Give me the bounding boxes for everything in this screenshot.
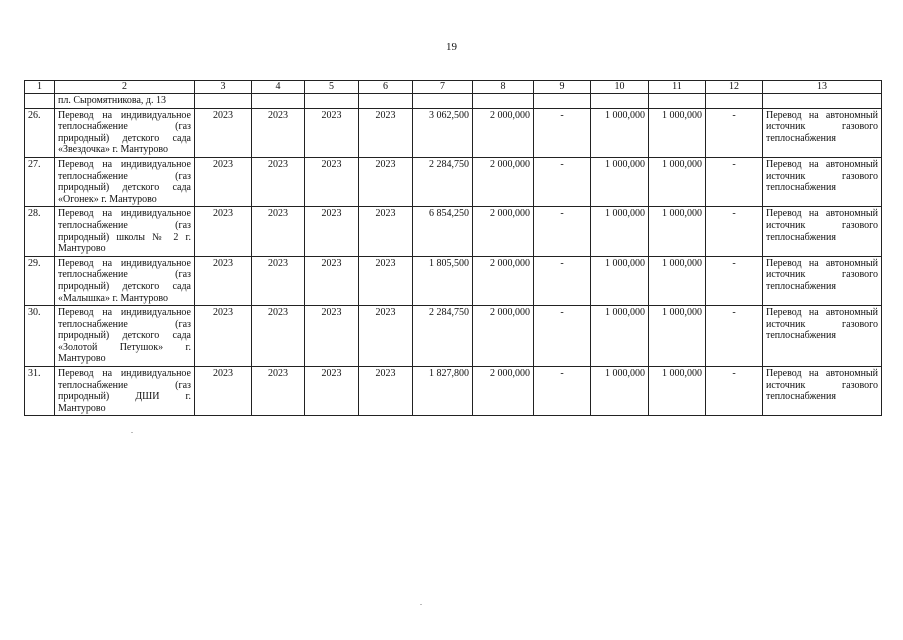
year-cell: 2023 <box>252 256 305 305</box>
row-number: 29. <box>25 256 55 305</box>
amount-cell: 2 000,000 <box>473 207 534 256</box>
dash-cell: - <box>534 207 591 256</box>
dash-cell: - <box>706 157 763 206</box>
year-cell: 2023 <box>359 157 413 206</box>
year-cell: 2023 <box>359 108 413 157</box>
table-row <box>25 157 882 206</box>
year-cell: 2023 <box>359 207 413 256</box>
year-cell: 2023 <box>195 367 252 416</box>
header-cell: 2 <box>55 81 195 94</box>
amount-cell: 1 000,000 <box>591 207 649 256</box>
amount-cell: 1 000,000 <box>591 306 649 367</box>
row-note: Перевод на автономный источник газового теплоснабжения <box>763 108 882 157</box>
row-description: Перевод на индивидуальное теплоснабжение (газ природный) детского сада «Огонек» г. Мантурово <box>55 157 195 206</box>
scan-speck <box>420 604 422 605</box>
dash-cell: - <box>706 108 763 157</box>
amount-cell: 2 000,000 <box>473 256 534 305</box>
header-cell: 13 <box>763 81 882 94</box>
row-description: Перевод на индивидуальное теплоснабжение (газ природный) детского сада «Малышка» г. Мантурово <box>55 256 195 305</box>
table-row <box>25 108 882 157</box>
amount-cell: 1 000,000 <box>649 207 706 256</box>
row-description: Перевод на индивидуальное теплоснабжение (газ природный) детского сада «Золотой Петушок» г. Мантурово <box>55 306 195 367</box>
row-note: Перевод на автономный источник газового теплоснабжения <box>763 207 882 256</box>
amount-cell: 2 000,000 <box>473 157 534 206</box>
amount-cell: 1 000,000 <box>649 157 706 206</box>
scan-speck <box>131 432 133 433</box>
dash-cell: - <box>706 367 763 416</box>
row-note: Перевод на автономный источник газового теплоснабжения <box>763 367 882 416</box>
row-note: Перевод на автономный источник газового теплоснабжения <box>763 157 882 206</box>
year-cell: 2023 <box>195 256 252 305</box>
amount-cell: 2 284,750 <box>413 306 473 367</box>
table-row <box>25 306 882 367</box>
header-cell: 7 <box>413 81 473 94</box>
year-cell: 2023 <box>252 207 305 256</box>
year-cell: 2023 <box>305 207 359 256</box>
continuation-row <box>25 93 882 108</box>
amount-cell: 6 854,250 <box>413 207 473 256</box>
year-cell: 2023 <box>305 108 359 157</box>
table-body <box>25 81 882 416</box>
amount-cell: 3 062,500 <box>413 108 473 157</box>
year-cell: 2023 <box>252 306 305 367</box>
row-description: Перевод на индивидуальное теплоснабжение (газ природный) детского сада «Звездочка» г. Мантурово <box>55 108 195 157</box>
year-cell: 2023 <box>252 157 305 206</box>
table-row <box>25 207 882 256</box>
row-number: 30. <box>25 306 55 367</box>
year-cell: 2023 <box>305 256 359 305</box>
dash-cell: - <box>534 157 591 206</box>
header-cell: 1 <box>25 81 55 94</box>
amount-cell: 1 000,000 <box>591 256 649 305</box>
amount-cell: 1 000,000 <box>649 306 706 367</box>
header-cell: 4 <box>252 81 305 94</box>
header-cell: 5 <box>305 81 359 94</box>
dash-cell: - <box>534 367 591 416</box>
amount-cell: 1 805,500 <box>413 256 473 305</box>
header-cell: 11 <box>649 81 706 94</box>
year-cell: 2023 <box>195 108 252 157</box>
amount-cell: 1 000,000 <box>591 157 649 206</box>
row-description: Перевод на индивидуальное теплоснабжение (газ природный) ДШИ г. Мантурово <box>55 367 195 416</box>
header-cell: 8 <box>473 81 534 94</box>
header-cell: 6 <box>359 81 413 94</box>
dash-cell: - <box>706 207 763 256</box>
header-cell: 10 <box>591 81 649 94</box>
header-cell: 12 <box>706 81 763 94</box>
row-number: 27. <box>25 157 55 206</box>
table-row <box>25 256 882 305</box>
continuation-address: пл. Сыромятникова, д. 13 <box>55 93 195 108</box>
amount-cell: 1 000,000 <box>591 108 649 157</box>
year-cell: 2023 <box>305 367 359 416</box>
year-cell: 2023 <box>305 157 359 206</box>
row-description: Перевод на индивидуальное теплоснабжение (газ природный) школы № 2 г. Мантурово <box>55 207 195 256</box>
year-cell: 2023 <box>359 306 413 367</box>
page-number: 19 <box>446 41 457 53</box>
amount-cell: 2 000,000 <box>473 108 534 157</box>
amount-cell: 1 000,000 <box>649 367 706 416</box>
amount-cell: 1 827,800 <box>413 367 473 416</box>
row-number: 26. <box>25 108 55 157</box>
year-cell: 2023 <box>305 306 359 367</box>
amount-cell: 1 000,000 <box>649 108 706 157</box>
amount-cell: 2 000,000 <box>473 306 534 367</box>
year-cell: 2023 <box>359 256 413 305</box>
year-cell: 2023 <box>359 367 413 416</box>
amount-cell: 1 000,000 <box>649 256 706 305</box>
table-row <box>25 367 882 416</box>
row-number: 31. <box>25 367 55 416</box>
year-cell: 2023 <box>252 108 305 157</box>
dash-cell: - <box>534 306 591 367</box>
row-note: Перевод на автономный источник газового теплоснабжения <box>763 306 882 367</box>
year-cell: 2023 <box>195 207 252 256</box>
row-number: 28. <box>25 207 55 256</box>
header-row <box>25 81 882 94</box>
year-cell: 2023 <box>195 157 252 206</box>
dash-cell: - <box>534 108 591 157</box>
header-cell: 9 <box>534 81 591 94</box>
header-cell: 3 <box>195 81 252 94</box>
amount-cell: 2 000,000 <box>473 367 534 416</box>
row-note: Перевод на автономный источник газового теплоснабжения <box>763 256 882 305</box>
dash-cell: - <box>534 256 591 305</box>
amount-cell: 2 284,750 <box>413 157 473 206</box>
amount-cell: 1 000,000 <box>591 367 649 416</box>
dash-cell: - <box>706 256 763 305</box>
year-cell: 2023 <box>252 367 305 416</box>
program-table <box>24 80 882 416</box>
year-cell: 2023 <box>195 306 252 367</box>
dash-cell: - <box>706 306 763 367</box>
